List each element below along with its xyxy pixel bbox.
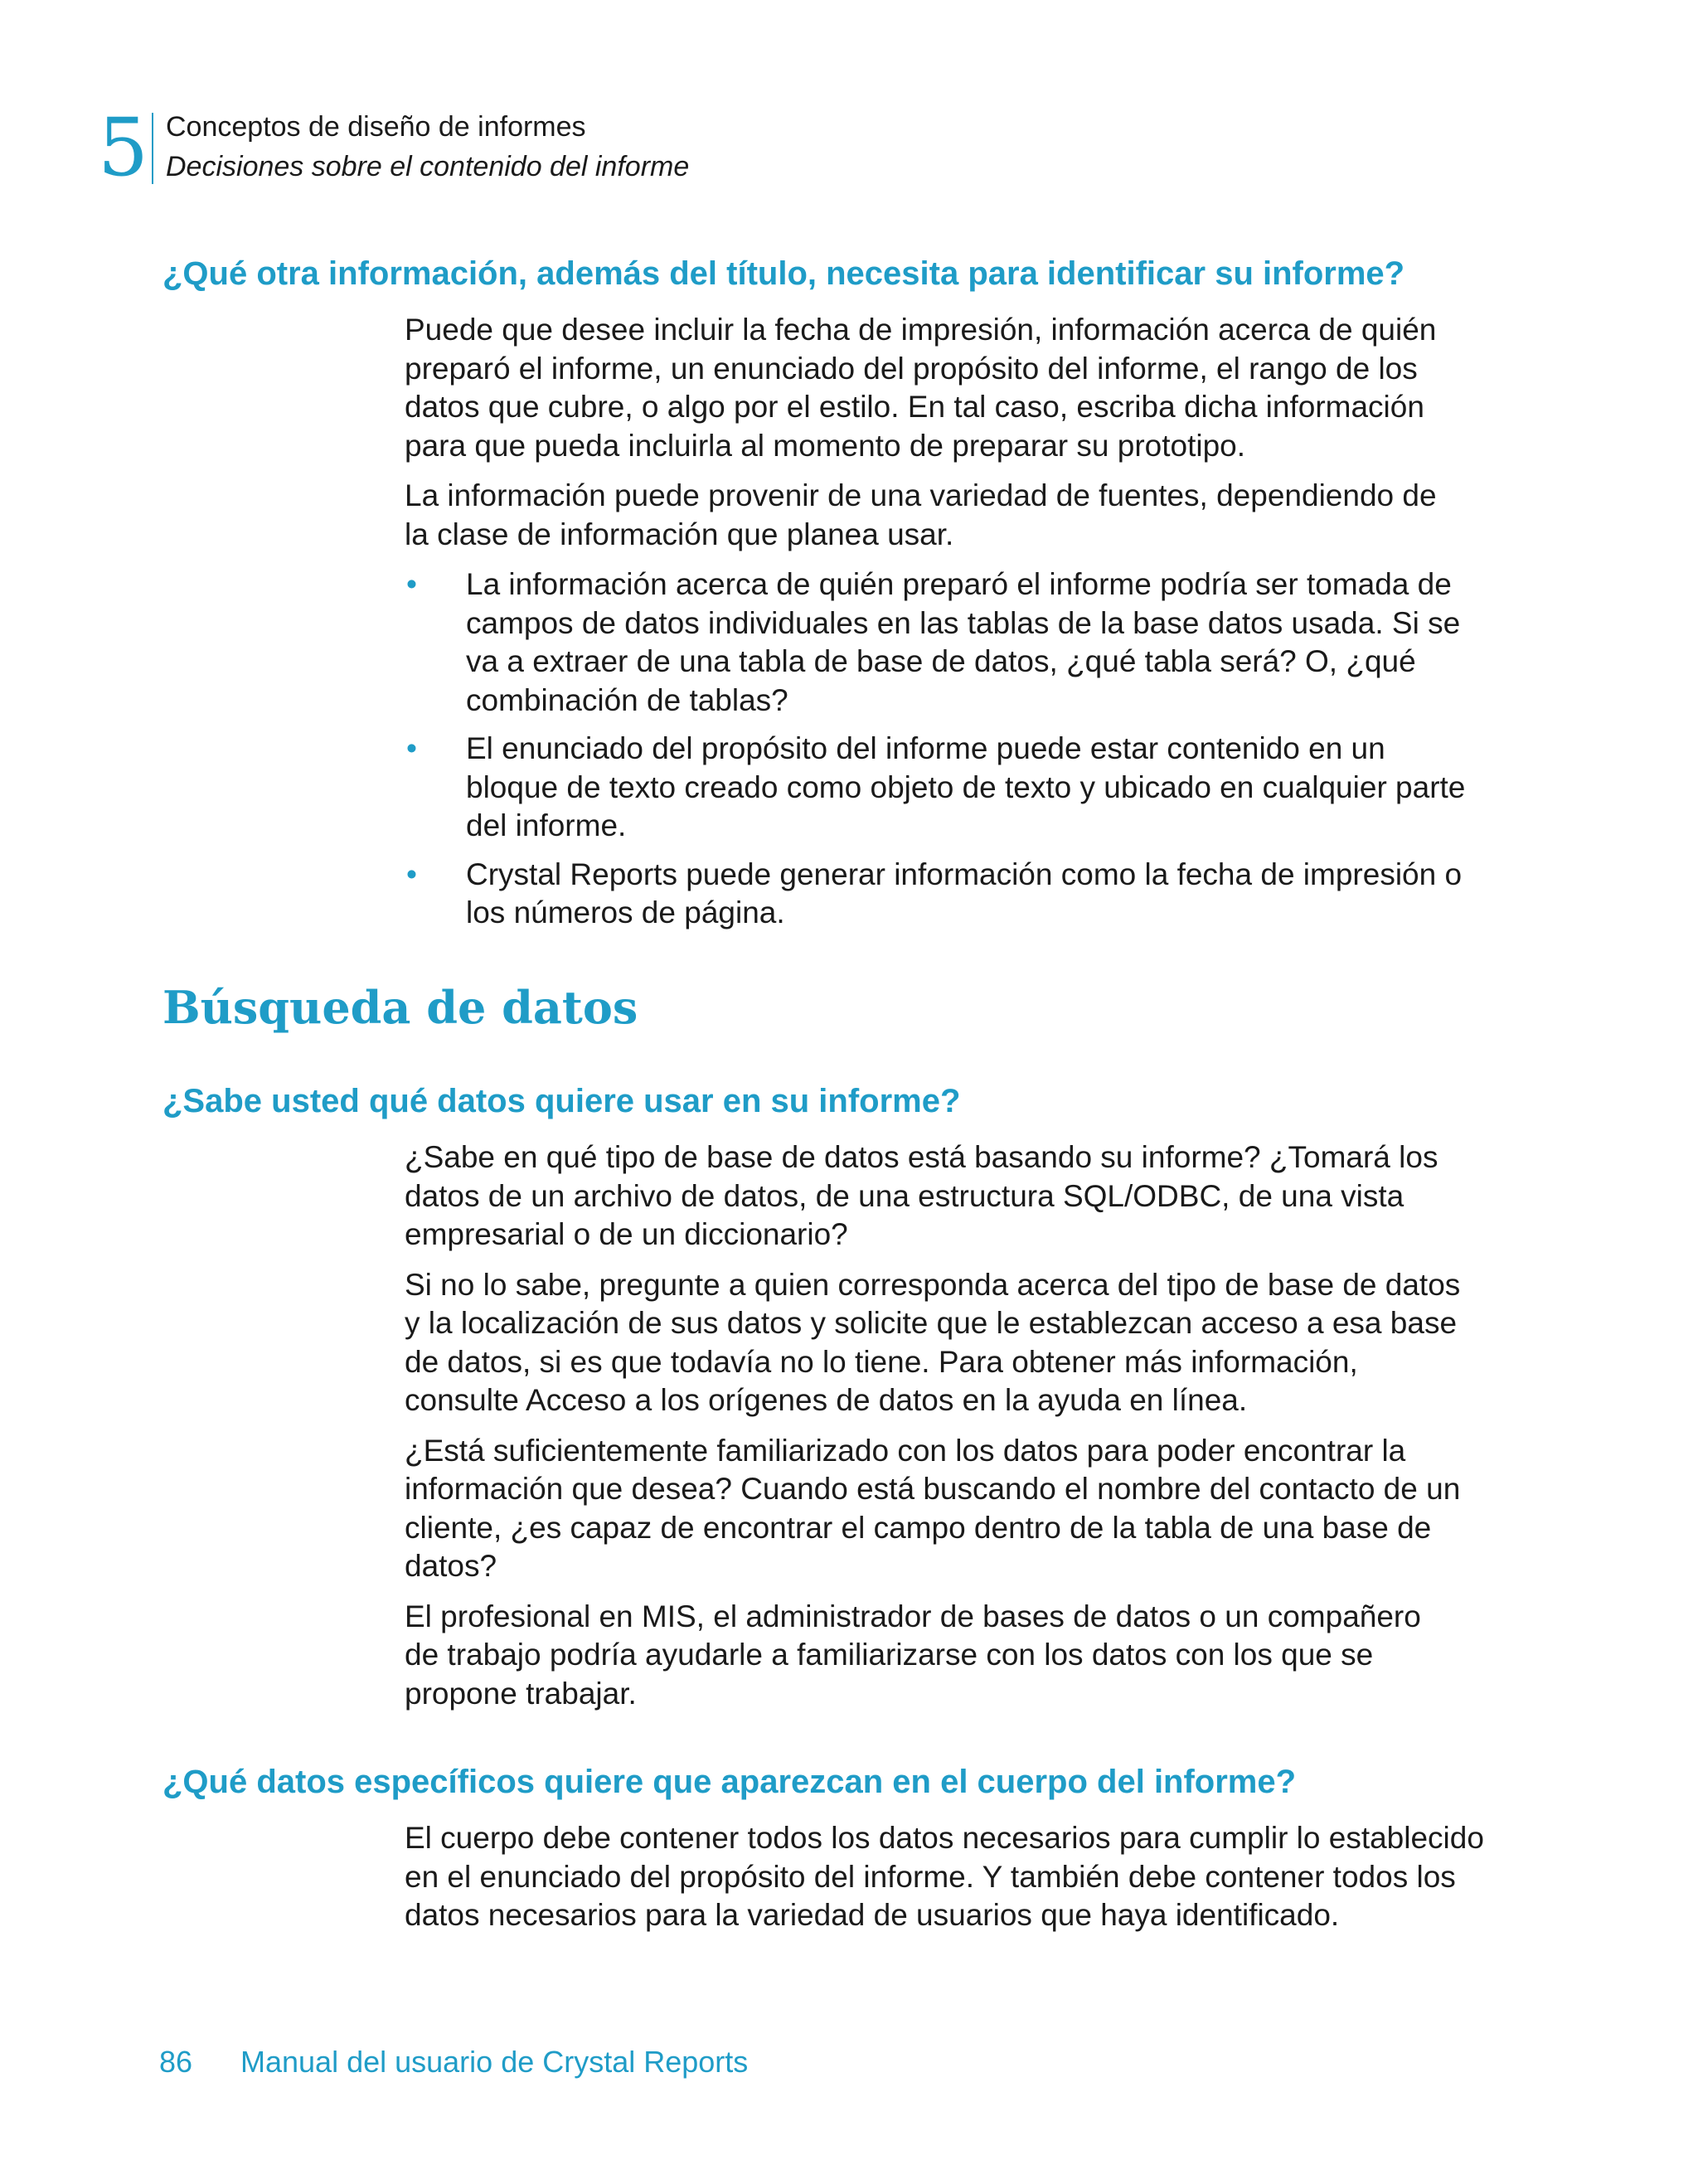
bullet-item <box>405 565 1516 720</box>
bullet-icon: • <box>406 857 417 891</box>
section-data-usage-body <box>405 1138 1516 1725</box>
chapter-number: 5 <box>98 101 149 194</box>
paragraph: Puede que desee incluir la fecha de impresión, información acerca de quién preparó el informe, un enunciado del propósito del informe, el rango de los datos que cubre, o algo por el estilo. En tal caso, escriba dicha información para que pueda incluirla al momento de preparar su prototipo. <box>405 313 1437 463</box>
bullet-item <box>405 856 1516 933</box>
bullet-text: El enunciado del propósito del informe puede estar contenido en un bloque de texto creado como objeto de texto y ubicado en cualquier parte del informe. <box>466 731 1466 842</box>
bullet-icon: • <box>406 731 417 765</box>
book-title: Manual del usuario de Crystal Reports <box>240 2045 749 2079</box>
bullet-text: La información acerca de quién preparó el informe podría ser tomada de campos de datos individuales en las tablas de la base datos usada. Si se va a extraer de una tabla de base de datos, ¿qué tabla será? O, ¿qué combinación de tablas? <box>466 567 1461 717</box>
paragraph: El cuerpo debe contener todos los datos necesarios para cumplir lo establecido en el enunciado del propósito del informe. Y también debe contener todos los datos necesarios para la variedad de usuarios que haya identificado. <box>405 1821 1484 1932</box>
bullet-item <box>405 730 1516 846</box>
bullet-list <box>405 565 1516 933</box>
paragraph: ¿Sabe en qué tipo de base de datos está basando su informe? ¿Tomará los datos de un archivo de datos, de una estructura SQL/ODBC, de una vista empresarial o de un diccionario? <box>405 1140 1438 1251</box>
header-divider <box>152 113 153 184</box>
section-body-data-body <box>405 1819 1516 1947</box>
heading-data-usage: ¿Sabe usted qué datos quiere usar en su informe? <box>163 1083 961 1119</box>
bullet-text: Crystal Reports puede generar información como la fecha de impresión o los números de página. <box>466 857 1463 929</box>
bullet-icon: • <box>406 567 417 601</box>
heading-body-data: ¿Qué datos específicos quiere que aparezcan en el cuerpo del informe? <box>163 1764 1297 1800</box>
chapter-title: Conceptos de diseño de informes <box>166 111 586 143</box>
heading-identify-report: ¿Qué otra información, además del título, necesita para identificar su informe? <box>163 255 1405 292</box>
section-identify-body <box>405 311 1516 943</box>
paragraph: El profesional en MIS, el administrador de bases de datos o un compañero de trabajo podría ayudarle a familiarizarse con los datos con los que se propone trabajar. <box>405 1599 1421 1711</box>
paragraph: ¿Está suficientemente familiarizado con los datos para poder encontrar la información que desea? Cuando está buscando el nombre del contacto de un cliente, ¿es capaz de encontrar el campo dentro de la tabla de una base de datos? <box>405 1433 1461 1583</box>
page-number: 86 <box>159 2045 193 2079</box>
paragraph: Si no lo sabe, pregunte a quien corresponda acerca del tipo de base de datos y la localización de sus datos y solicite que le establezcan acceso a esa base de datos, si es que todavía no lo tiene. Para obtener más información, consulte Acceso a los orígenes de datos en la ayuda en línea. <box>405 1267 1461 1417</box>
section-title-busqueda: Búsqueda de datos <box>163 981 638 1034</box>
section-title: Decisiones sobre el contenido del informe <box>166 151 690 182</box>
paragraph: La información puede provenir de una variedad de fuentes, dependiendo de la clase de información que planea usar. <box>405 478 1437 551</box>
